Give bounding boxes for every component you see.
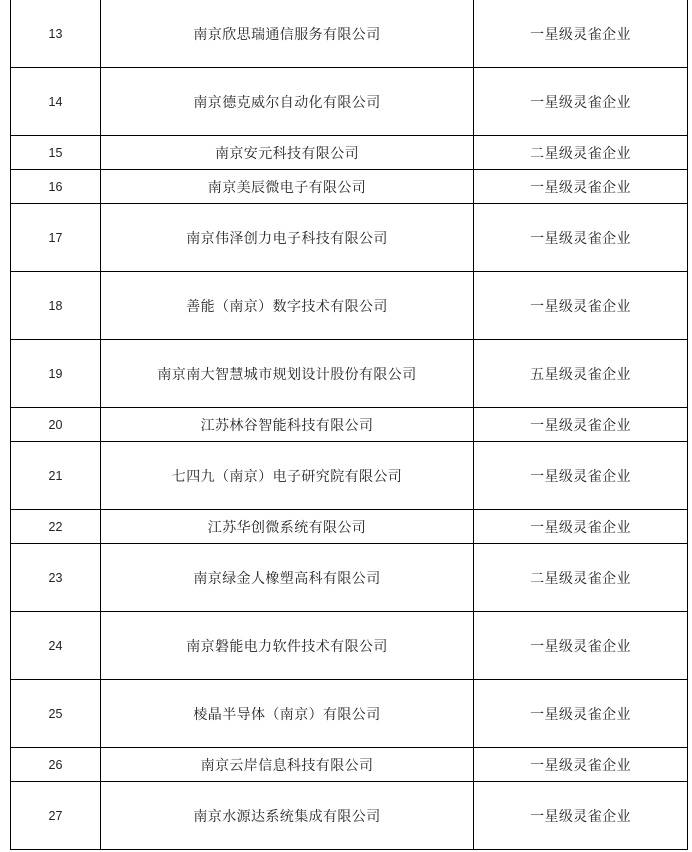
row-number-cell: 15 (11, 136, 101, 170)
row-number-cell: 23 (11, 544, 101, 612)
company-name-cell: 南京磐能电力软件技术有限公司 (101, 612, 474, 680)
star-level-cell: 一星级灵雀企业 (474, 408, 688, 442)
company-name-cell: 江苏林谷智能科技有限公司 (101, 408, 474, 442)
company-name-cell: 南京云岸信息科技有限公司 (101, 748, 474, 782)
table-row (11, 680, 688, 748)
star-level-cell: 一星级灵雀企业 (474, 0, 688, 68)
table-row (11, 68, 688, 136)
row-number-cell: 18 (11, 272, 101, 340)
row-number-cell: 25 (11, 680, 101, 748)
star-level-cell: 二星级灵雀企业 (474, 544, 688, 612)
star-level-cell: 一星级灵雀企业 (474, 170, 688, 204)
company-name-cell: 南京伟泽创力电子科技有限公司 (101, 204, 474, 272)
row-number-cell: 17 (11, 204, 101, 272)
table-row (11, 204, 688, 272)
company-name-cell: 南京南大智慧城市规划设计股份有限公司 (101, 340, 474, 408)
table-row (11, 408, 688, 442)
row-number-cell: 27 (11, 782, 101, 850)
company-name-cell: 南京安元科技有限公司 (101, 136, 474, 170)
table-row (11, 442, 688, 510)
company-name-cell: 七四九（南京）电子研究院有限公司 (101, 442, 474, 510)
table-row (11, 340, 688, 408)
company-name-cell: 善能（南京）数字技术有限公司 (101, 272, 474, 340)
star-level-cell: 一星级灵雀企业 (474, 68, 688, 136)
row-number-cell: 19 (11, 340, 101, 408)
enterprise-table (10, 0, 688, 850)
table-row (11, 748, 688, 782)
star-level-cell: 一星级灵雀企业 (474, 204, 688, 272)
table-row (11, 544, 688, 612)
row-number-cell: 26 (11, 748, 101, 782)
row-number-cell: 22 (11, 510, 101, 544)
row-number-cell: 20 (11, 408, 101, 442)
table-row (11, 510, 688, 544)
star-level-cell: 二星级灵雀企业 (474, 136, 688, 170)
star-level-cell: 一星级灵雀企业 (474, 612, 688, 680)
star-level-cell: 一星级灵雀企业 (474, 748, 688, 782)
star-level-cell: 一星级灵雀企业 (474, 442, 688, 510)
company-name-cell: 南京绿金人橡塑高科有限公司 (101, 544, 474, 612)
row-number-cell: 21 (11, 442, 101, 510)
table-row (11, 782, 688, 850)
table-row (11, 0, 688, 68)
table-row (11, 612, 688, 680)
star-level-cell: 一星级灵雀企业 (474, 782, 688, 850)
row-number-cell: 16 (11, 170, 101, 204)
table-row (11, 170, 688, 204)
row-number-cell: 14 (11, 68, 101, 136)
star-level-cell: 一星级灵雀企业 (474, 272, 688, 340)
star-level-cell: 一星级灵雀企业 (474, 510, 688, 544)
row-number-cell: 24 (11, 612, 101, 680)
table-row (11, 272, 688, 340)
row-number-cell: 13 (11, 0, 101, 68)
company-name-cell: 南京水源达系统集成有限公司 (101, 782, 474, 850)
company-name-cell: 南京美辰微电子有限公司 (101, 170, 474, 204)
star-level-cell: 一星级灵雀企业 (474, 680, 688, 748)
table-row (11, 136, 688, 170)
enterprise-table-body (11, 0, 688, 850)
star-level-cell: 五星级灵雀企业 (474, 340, 688, 408)
company-name-cell: 棱晶半导体（南京）有限公司 (101, 680, 474, 748)
company-name-cell: 南京德克威尔自动化有限公司 (101, 68, 474, 136)
company-name-cell: 江苏华创微系统有限公司 (101, 510, 474, 544)
company-name-cell: 南京欣思瑞通信服务有限公司 (101, 0, 474, 68)
